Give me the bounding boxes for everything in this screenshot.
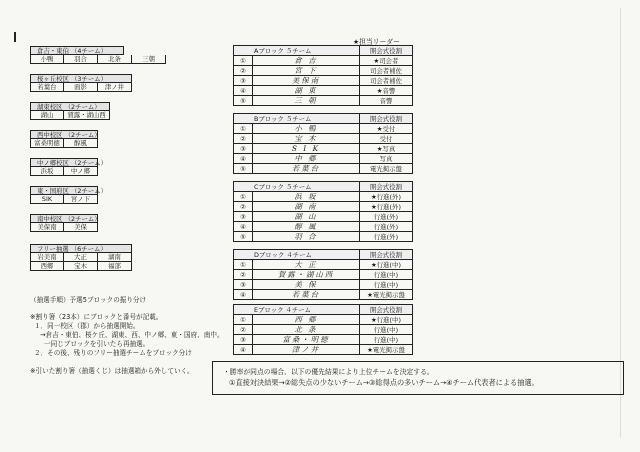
- team-name: 富桑・明徳: [253, 335, 360, 345]
- scan-mark: [14, 32, 16, 42]
- team-name: 若葉台: [253, 290, 360, 300]
- table-row: [234, 325, 413, 335]
- role-header: 開会式役割: [360, 182, 413, 192]
- role-cell: ★受付: [360, 124, 413, 134]
- table-row: [234, 56, 413, 66]
- note-6: ※引いた割り箸（抽選くじ）は抽選箱から外していく。: [30, 367, 194, 375]
- role-cell: 行進(中): [360, 270, 413, 280]
- note-2: １．同一校区（郡）から抽選開始。: [34, 322, 140, 330]
- block-title: Aブロック ５チーム: [234, 46, 360, 56]
- table-row: [234, 345, 413, 355]
- role-cell: 行進(中): [360, 280, 413, 290]
- role-cell: ★写真: [360, 144, 413, 154]
- role-cell: 行進(外): [360, 212, 413, 222]
- row-number: ⑤: [234, 164, 253, 174]
- row-number: ④: [234, 86, 253, 96]
- table-row: [234, 164, 413, 174]
- note-4: 一同じブロックを引いたら再抽選。: [44, 340, 150, 348]
- table-row: [234, 144, 413, 154]
- team-name: 湖 山: [253, 212, 360, 222]
- block-header-row: [234, 182, 413, 192]
- team-cell: 津ノ井: [98, 83, 132, 92]
- row-number: ③: [234, 335, 253, 345]
- row-number: ①: [234, 192, 253, 202]
- team-name: 宮 下: [253, 66, 360, 76]
- block-title: Bブロック ５チーム: [234, 114, 360, 124]
- table-row: [234, 260, 413, 270]
- row-number: ③: [234, 76, 253, 86]
- team-cell: 美保南: [30, 223, 64, 232]
- block-table: [233, 181, 413, 242]
- table-row: [234, 222, 413, 232]
- team-cell: 三朝: [132, 55, 166, 64]
- group-header: フリー抽選 （6チーム）: [30, 244, 132, 253]
- row-number: ①: [234, 315, 253, 325]
- row-number: ③: [234, 280, 253, 290]
- table-row: [234, 124, 413, 134]
- role-header: 開会式役割: [360, 250, 413, 260]
- row-number: ②: [234, 325, 253, 335]
- school-group: [30, 244, 132, 271]
- table-row: [234, 232, 413, 242]
- row-number: ②: [234, 134, 253, 144]
- role-cell: ★電光掲示盤: [360, 290, 413, 300]
- table-row: [234, 154, 413, 164]
- school-group: [30, 214, 101, 232]
- school-group: [30, 74, 132, 92]
- rules-line-1: ・勝率が同点の場合、以下の優先結果により上位チームを決定する。: [223, 368, 434, 376]
- team-name: 西 郷: [253, 315, 360, 325]
- row-number: ④: [234, 290, 253, 300]
- team-cell: 湖南: [98, 253, 132, 262]
- table-row: [234, 86, 413, 96]
- team-cell: 宮ノ下: [64, 195, 98, 204]
- team-cell: 中ノ郷: [64, 167, 98, 176]
- role-cell: 受付: [360, 134, 413, 144]
- team-cell: 岩美南: [30, 253, 64, 262]
- row-number: ①: [234, 124, 253, 134]
- team-cell: 湖山: [30, 111, 64, 120]
- team-cell: 小鴨: [30, 55, 64, 64]
- table-row: [234, 290, 413, 300]
- team-name: 羽 合: [253, 232, 360, 242]
- row-number: ⑤: [234, 232, 253, 242]
- team-name: 津ノ井: [253, 345, 360, 355]
- group-header: 桜ヶ丘校区 （3チーム）: [30, 74, 132, 83]
- group-header: 東・国府区 （2チーム）: [30, 186, 98, 195]
- table-row: [234, 134, 413, 144]
- school-group: [30, 158, 108, 176]
- block-header-row: [234, 46, 413, 56]
- school-group: [30, 46, 166, 64]
- table-row: [234, 96, 413, 106]
- role-cell: ★行進(中): [360, 315, 413, 325]
- group-header: 西中校区 （2チーム）: [30, 130, 98, 139]
- role-cell: 行進(外): [360, 232, 413, 242]
- team-name: S I K: [253, 144, 360, 154]
- role-cell: 写真: [360, 154, 413, 164]
- team-name: 醇 風: [253, 222, 360, 232]
- role-cell: ★行進(外): [360, 202, 413, 212]
- team-cell: 宝木: [64, 262, 98, 271]
- tiebreak-rules-box: [212, 361, 624, 395]
- table-row: [234, 212, 413, 222]
- team-name: 三 朝: [253, 96, 360, 106]
- table-row: [234, 66, 413, 76]
- role-header: 開会式役割: [360, 305, 413, 315]
- role-header: 開会式役割: [360, 114, 413, 124]
- team-name: 中 郷: [253, 154, 360, 164]
- row-number: ②: [234, 270, 253, 280]
- note-1: ※割り箸（23本）にブロックと番号が記載。: [30, 313, 163, 321]
- team-cell: 賀露・湖山西: [64, 111, 110, 120]
- table-row: [234, 335, 413, 345]
- team-cell: SIK: [30, 195, 64, 204]
- team-name: 美保南: [253, 76, 360, 86]
- role-cell: ★司会者: [360, 56, 413, 66]
- team-cell: 大正: [64, 253, 98, 262]
- team-cell: 浜坂: [30, 167, 64, 176]
- team-name: 若葉台: [253, 164, 360, 174]
- role-cell: ★行進(中): [360, 260, 413, 270]
- team-name: 賀露・湖山西: [253, 270, 360, 280]
- row-number: ①: [234, 56, 253, 66]
- team-cell: 美保: [64, 223, 98, 232]
- role-cell: ★行進(外): [360, 192, 413, 202]
- table-row: [234, 76, 413, 86]
- team-name: 大 正: [253, 260, 360, 270]
- block-title: Dブロック ４チーム: [234, 250, 360, 260]
- team-cell: 北条: [98, 55, 132, 64]
- role-cell: 行進(外): [360, 222, 413, 232]
- block-title: Cブロック ５チーム: [234, 182, 360, 192]
- role-cell: 司会者補佐: [360, 66, 413, 76]
- role-cell: 行進(中): [360, 335, 413, 345]
- block-header-row: [234, 114, 413, 124]
- team-cell: 西郷: [30, 262, 64, 271]
- role-cell: 行進(中): [360, 325, 413, 335]
- row-number: ①: [234, 260, 253, 270]
- note-3: →倉吉・東伯、桜ケ丘、湖東、西、中ノ郷、東・国府、南中。: [40, 331, 224, 339]
- role-header: 開会式役割: [360, 46, 413, 56]
- team-cell: 面影: [64, 83, 98, 92]
- school-group: [30, 186, 108, 204]
- block-table: [233, 249, 413, 300]
- block-table: [233, 304, 413, 355]
- school-group: [30, 130, 101, 148]
- group-header: 中ノ郷校区 （2チーム）: [30, 158, 98, 167]
- row-number: ④: [234, 154, 253, 164]
- row-number: ③: [234, 144, 253, 154]
- team-name: 北 条: [253, 325, 360, 335]
- row-number: ⑤: [234, 96, 253, 106]
- team-cell: 富桑明徳: [30, 139, 64, 148]
- note-5: ２．その後、残りのフリー抽選チームをブロック分け: [34, 349, 192, 357]
- team-name: 倉 吉: [253, 56, 360, 66]
- table-row: [234, 315, 413, 325]
- note-method: （抽選手順）予選5ブロックの振り分け: [30, 296, 147, 304]
- table-row: [234, 270, 413, 280]
- group-header: 倉吉・東伯 （4チーム）: [30, 46, 124, 55]
- team-name: 美 保: [253, 280, 360, 290]
- table-row: [234, 202, 413, 212]
- block-title: Eブロック ４チーム: [234, 305, 360, 315]
- block-header-row: [234, 250, 413, 260]
- row-number: ④: [234, 222, 253, 232]
- row-number: ④: [234, 345, 253, 355]
- block-header-row: [234, 305, 413, 315]
- block-table: [233, 113, 413, 174]
- row-number: ②: [234, 202, 253, 212]
- team-cell: 羽合: [64, 55, 98, 64]
- team-name: 湖 東: [253, 86, 360, 96]
- team-cell: 福部: [98, 262, 132, 271]
- leader-label: ★担当リーダー: [353, 38, 400, 46]
- role-cell: 司会者補佐: [360, 76, 413, 86]
- row-number: ③: [234, 212, 253, 222]
- team-cell: 若葉台: [30, 83, 64, 92]
- team-cell: 醇風: [64, 139, 98, 148]
- block-table: [233, 45, 413, 106]
- role-cell: 電光掲示盤: [360, 164, 413, 174]
- role-cell: ★電光掲示盤: [360, 345, 413, 355]
- group-header: 南中校区 （2チーム）: [30, 214, 98, 223]
- group-header: 湖東校区 （2チーム）: [30, 102, 110, 111]
- rules-line-2: ①直接対決結果→②総失点の少ないチーム→③総得点の多いチーム→④チーム代表者による抽選。: [229, 378, 539, 387]
- team-name: 浜 坂: [253, 192, 360, 202]
- role-cell: ★音響: [360, 86, 413, 96]
- table-row: [234, 280, 413, 290]
- row-number: ②: [234, 66, 253, 76]
- team-name: 小 鴨: [253, 124, 360, 134]
- table-row: [234, 192, 413, 202]
- school-group: [30, 102, 110, 120]
- team-name: 宝 木: [253, 134, 360, 144]
- team-name: 湖 南: [253, 202, 360, 212]
- role-cell: 音響: [360, 96, 413, 106]
